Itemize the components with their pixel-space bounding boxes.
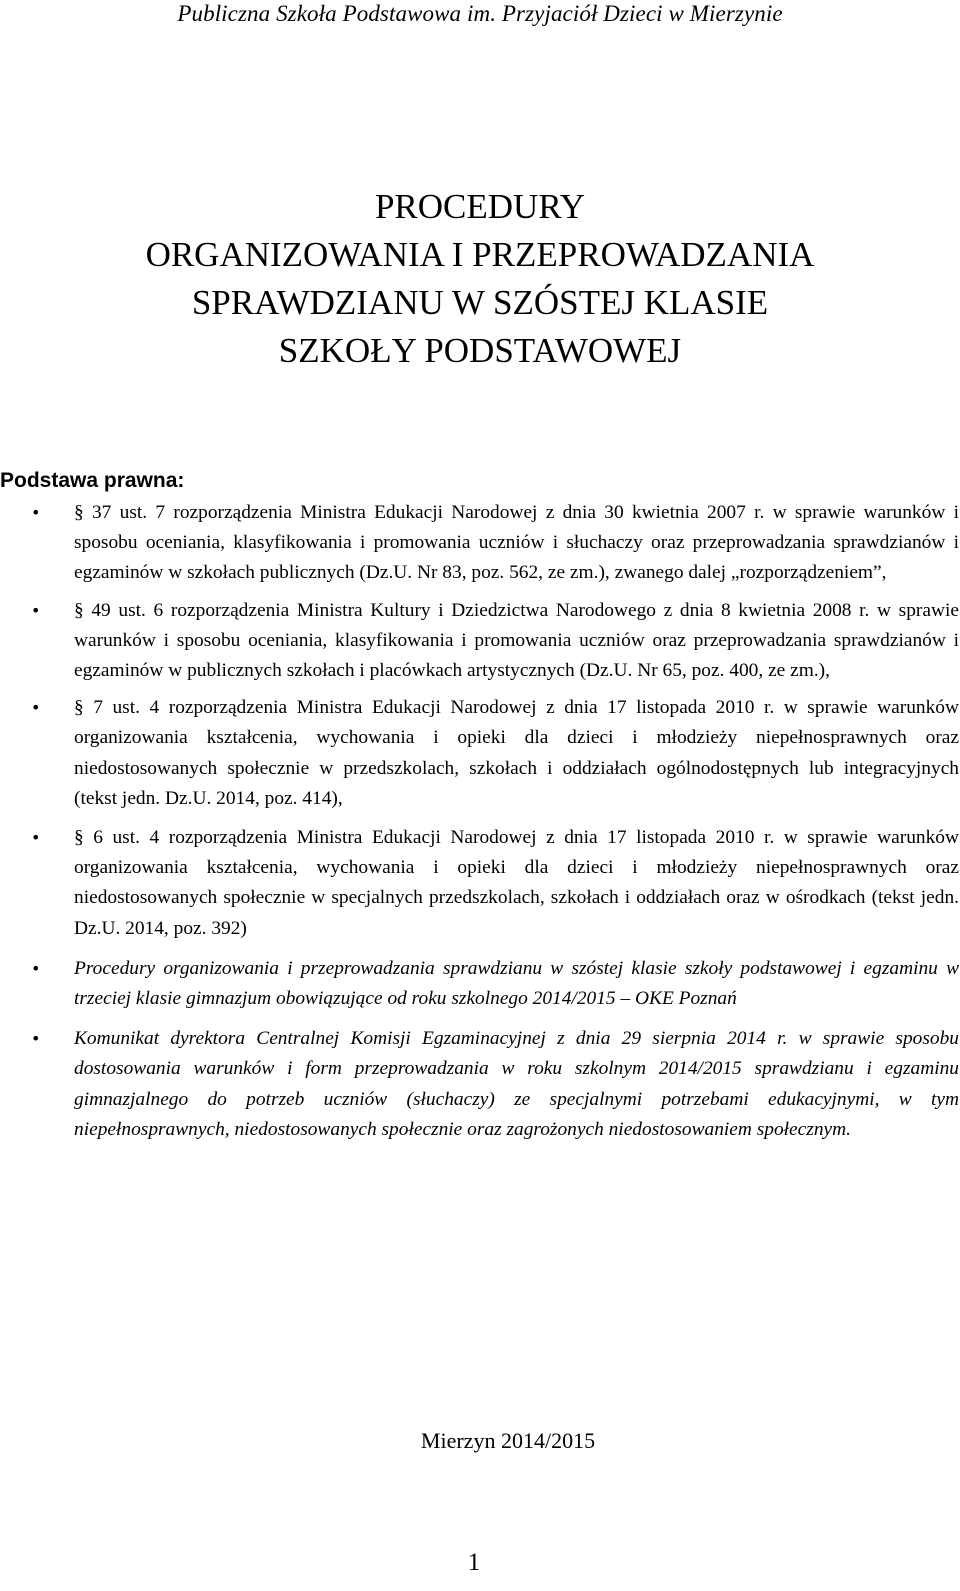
list-item xyxy=(0,596,959,687)
list-item xyxy=(0,1024,959,1145)
bullet-icon: • xyxy=(31,698,41,718)
list-item-text: Komunikat dyrektora Centralnej Komisji Egzaminacyjnej z dnia 29 sierpnia 2014 r. w sprawie sposobu dostosowania warunków i form przeprowadzania w roku szkolnym 2014/2015 sprawdzianu i egzaminu gimnazjalnego do potrzeb uczniów (słuchaczy) ze specjalnymi potrzebami edukacyjnymi, w tym niepełnosprawnych, niedostosowanych społecznie oraz zagrożonych niedostosowaniem społecznym. xyxy=(74,1028,959,1140)
title-line: ORGANIZOWANIA I PRZEPROWADZANIA xyxy=(145,235,815,274)
school-header: Publiczna Szkoła Podstawowa im. Przyjaciół Dzieci w Mierzynie xyxy=(177,1,783,26)
list-item xyxy=(0,823,959,944)
list-item-text: Procedury organizowania i przeprowadzania sprawdzianu w szóstej klasie szkoły podstawowej i egzaminu w trzeciej klasie gimnazjum obowiązujące od roku szkolnego 2014/2015 – OKE Poznań xyxy=(74,957,959,1010)
list-item xyxy=(0,498,959,589)
list-item-text: § 37 ust. 7 rozporządzenia Ministra Edukacji Narodowej z dnia 30 kwietnia 2007 r. w sprawie warunków i sposobu oceniania, klasyfikowania i promowania uczniów i słuchaczy oraz przeprowadzania sprawdzianów i egzaminów w szkołach publicznych (Dz.U. Nr 83, poz. 562, ze zm.), zwanego dalej „rozporządzeniem”, xyxy=(74,502,959,584)
list-item xyxy=(0,693,959,814)
bullet-icon: • xyxy=(31,828,41,848)
title-line: PROCEDURY xyxy=(374,187,586,226)
legal-basis-heading: Podstawa prawna: xyxy=(0,469,185,492)
page-number: 1 xyxy=(467,1549,481,1576)
legal-basis-list xyxy=(0,498,960,1145)
list-item xyxy=(0,954,959,1014)
title-line: SZKOŁY PODSTAWOWEJ xyxy=(278,331,682,370)
list-item-text: § 7 ust. 4 rozporządzenia Ministra Edukacji Narodowej z dnia 17 listopada 2010 r. w sprawie warunków organizowania kształcenia, wychowania i opieki dla dzieci i młodzieży niepełnosprawnych oraz niedostosowanych społecznie w przedszkolach, szkołach i oddziałach ogólnodostępnych lub integracyjnych (tekst jedn. Dz.U. 2014, poz. 414), xyxy=(74,697,959,809)
bullet-icon: • xyxy=(31,503,41,522)
list-item-text: § 6 ust. 4 rozporządzenia Ministra Edukacji Narodowej z dnia 17 listopada 2010 r. w sprawie warunków organizowania kształcenia, wychowania i opieki dla dzieci i młodzieży niepełnosprawnych oraz niedostosowanych społecznie w specjalnych przedszkolach, szkołach i oddziałach oraz w ośrodkach (tekst jedn. Dz.U. 2014, poz. 392) xyxy=(74,827,959,939)
place-and-year: Mierzyn 2014/2015 xyxy=(420,1428,596,1453)
bullet-icon: • xyxy=(31,958,41,978)
bullet-icon: • xyxy=(31,600,41,620)
bullet-icon: • xyxy=(31,1029,41,1049)
title-line: SPRAWDZIANU W SZÓSTEJ KLASIE xyxy=(191,283,769,322)
list-item-text: § 49 ust. 6 rozporządzenia Ministra Kultury i Dziedzictwa Narodowego z dnia 8 kwietnia 2008 r. w sprawie warunków i sposobu oceniania, klasyfikowania i promowania uczniów oraz przeprowadzania sprawdzianów i egzaminów w publicznych szkołach i placówkach artystycznych (Dz.U. Nr 65, poz. 400, ze zm.), xyxy=(74,599,959,682)
document-title xyxy=(0,183,960,375)
